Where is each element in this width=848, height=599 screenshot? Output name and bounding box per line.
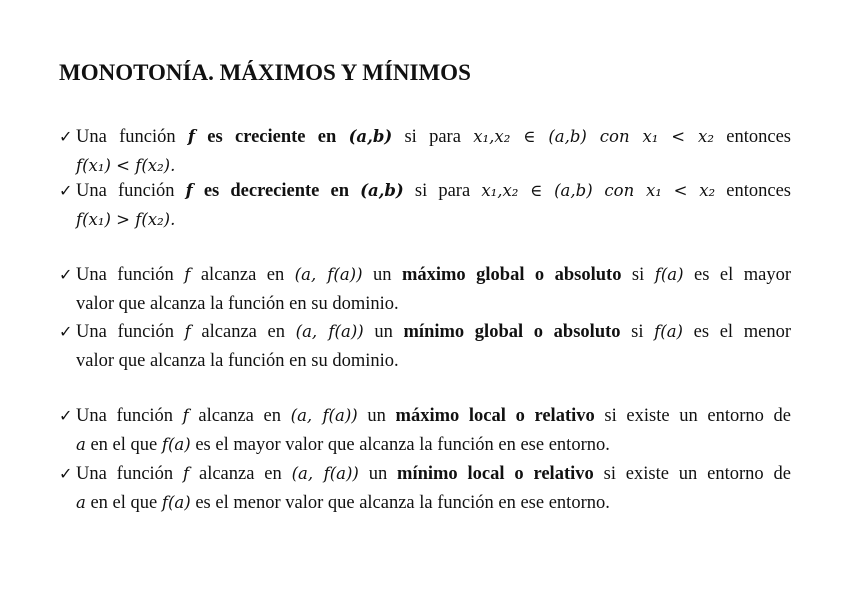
definition-line: Una función f es decreciente en (a,b) si para x₁,x₂ ∈ (a,b) con x₁ < x₂ entonces <box>76 181 791 201</box>
definition-minimo-local <box>59 460 791 517</box>
definition-continuation: f(x₁) > f(x₂). <box>76 210 176 229</box>
definition-continuation: a en el que f(a) es el mayor valor que alcanza la función en ese entorno. <box>76 435 610 455</box>
definition-minimo-global <box>59 318 791 375</box>
definition-maximo-local <box>59 402 791 459</box>
definition-line: Una función f alcanza en (a, f(a)) un mínimo local o relativo si existe un entorno de <box>76 464 791 484</box>
checkmark-icon: ✓ <box>59 183 73 200</box>
definition-line: Una función f alcanza en (a, f(a)) un máximo local o relativo si existe un entorno de <box>76 406 791 426</box>
definition-continuation: f(x₁) < f(x₂). <box>76 156 176 175</box>
definition-line: Una función f alcanza en (a, f(a)) un máximo global o absoluto si f(a) es el mayor <box>76 265 791 285</box>
page-title: MONOTONÍA. MÁXIMOS Y MÍNIMOS <box>59 60 471 85</box>
definition-continuation: a en el que f(a) es el menor valor que alcanza la función en ese entorno. <box>76 493 610 513</box>
checkmark-icon: ✓ <box>59 267 73 284</box>
checkmark-icon: ✓ <box>59 129 73 146</box>
definition-continuation: valor que alcanza la función en su dominio. <box>76 351 399 371</box>
definition-decreciente <box>59 177 791 234</box>
definition-continuation: valor que alcanza la función en su dominio. <box>76 294 399 314</box>
checkmark-icon: ✓ <box>59 408 73 425</box>
definition-line: Una función f es creciente en (a,b) si para x₁,x₂ ∈ (a,b) con x₁ < x₂ entonces <box>76 127 791 147</box>
checkmark-icon: ✓ <box>59 466 73 483</box>
checkmark-icon: ✓ <box>59 324 73 341</box>
definition-creciente <box>59 123 791 180</box>
definition-line: Una función f alcanza en (a, f(a)) un mínimo global o absoluto si f(a) es el menor <box>76 322 791 342</box>
definition-maximo-global <box>59 261 791 318</box>
